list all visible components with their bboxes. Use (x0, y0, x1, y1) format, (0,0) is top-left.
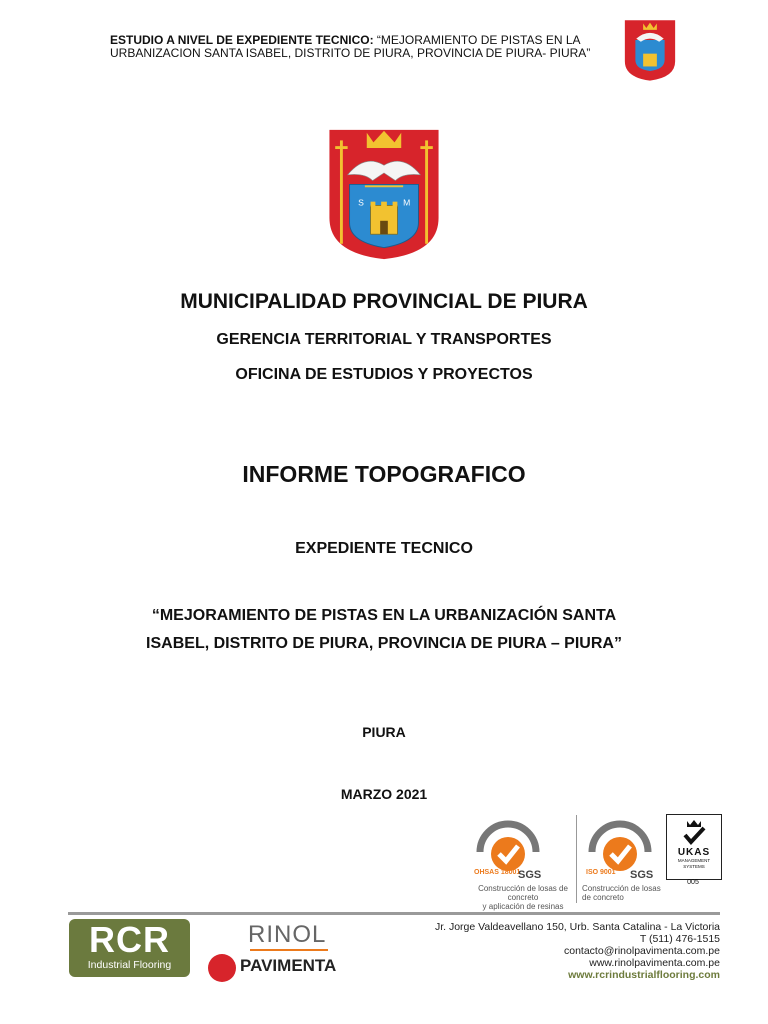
iso-seal-icon (582, 812, 662, 884)
cert-divider (576, 815, 577, 903)
rcr-logo (69, 919, 190, 977)
email-line: contacto@rinolpavimenta.com.pe (564, 945, 720, 957)
institution-title: MUNICIPALIDAD PROVINCIAL DE PIURA (180, 290, 588, 313)
header-bold-prefix: ESTUDIO A NIVEL DE EXPEDIENTE TECNICO: (110, 33, 374, 47)
office-title: OFICINA DE ESTUDIOS Y PROYECTOS (235, 366, 533, 383)
svg-text:OHSAS 18001: OHSAS 18001 (474, 869, 521, 876)
document-header (110, 34, 608, 60)
ukas-number: 005 (687, 879, 699, 886)
ukas-sub: MANAGEMENT SYSTEMS (677, 858, 711, 869)
contact-block (430, 921, 720, 981)
web-line-1: www.rinolpavimenta.com.pe (589, 957, 720, 969)
ohsas-seal-icon (470, 812, 550, 884)
project-title-line2: ISABEL, DISTRITO DE PIURA, PROVINCIA DE PIURA – PIURA” (146, 635, 622, 652)
svg-text:ISO 9001: ISO 9001 (586, 869, 616, 876)
coat-of-arms (325, 127, 443, 261)
footer-divider (68, 912, 720, 915)
address-line: Jr. Jorge Valdeavellano 150, Urb. Santa Catalina - La Victoria (434, 921, 720, 933)
project-title (0, 602, 768, 658)
web-line-2: www.rcrindustrialflooring.com (568, 969, 720, 981)
file-type-title: EXPEDIENTE TECNICO (295, 540, 473, 557)
report-title: INFORME TOPOGRAFICO (242, 461, 526, 487)
date-label: MARZO 2021 (340, 786, 428, 802)
pavimenta-icon (208, 954, 236, 982)
phone-line: T (511) 476-1515 (639, 933, 720, 945)
ukas-label: UKAS (677, 847, 711, 858)
svg-text:S: S (358, 197, 364, 208)
project-title-line1: “MEJORAMIENTO DE PISTAS EN LA URBANIZACIÓN SANTA (151, 607, 617, 624)
pavimenta-logo: PAVIMENTA (240, 956, 337, 975)
svg-text:SGS: SGS (518, 869, 542, 881)
rcr-logo-sub: Industrial Flooring (87, 959, 172, 971)
iso-caption: Construcción de losas de concreto (582, 884, 661, 902)
ohsas-certification (468, 812, 578, 911)
svg-text:SGS: SGS (630, 869, 654, 881)
city-label: PIURA (362, 724, 406, 740)
iso-certification (582, 812, 666, 902)
crown-check-icon (679, 817, 709, 847)
svg-text:M: M (403, 197, 411, 208)
ukas-certification (666, 814, 722, 880)
management-title: GERENCIA TERRITORIAL Y TRANSPORTES (216, 331, 552, 348)
rinol-underline (250, 949, 328, 951)
coat-of-arms-small (622, 18, 678, 82)
header-text: “MEJORAMIENTO DE PISTAS EN LA URBANIZACION SANTA ISABEL, DISTRITO DE PIURA, PROVINCIA DE PIURA- PIURA” (110, 33, 591, 60)
rcr-logo-text: RCR (89, 919, 170, 960)
rinol-logo: RINOL (248, 921, 327, 948)
ohsas-caption: Construcción de losas de concreto y aplicación de resinas (478, 884, 568, 911)
